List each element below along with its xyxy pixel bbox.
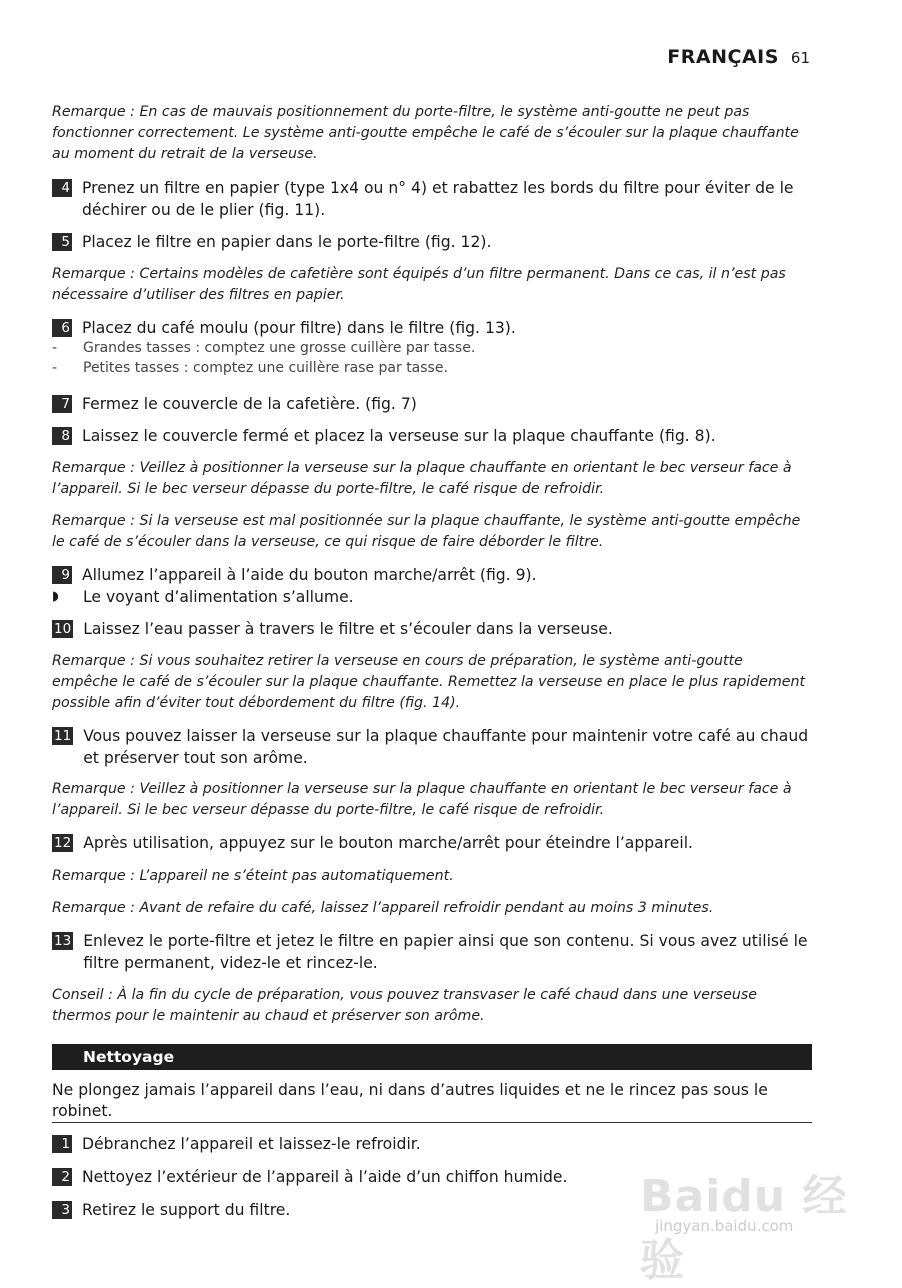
step-text: Laissez l’eau passer à travers le filtre et s’écouler dans la verseuse. (83, 620, 613, 638)
step-number: 6 (52, 319, 72, 337)
step-text: Vous pouvez laisser la verseuse sur la plaque chauffante pour maintenir votre café au chaud et préserver tout son arôme. (83, 727, 809, 767)
step-13 (52, 930, 812, 974)
note-drip-stop: Remarque : En cas de mauvais positionnement du porte-filtre, le système anti-goutte ne peut pas fonctionner correctement. Le système anti-goutte empêche le café de s’écouler sur la plaque chauffante au moment du retrait de la verseuse. (52, 104, 799, 162)
step-text: Laissez le couvercle fermé et placez la verseuse sur la plaque chauffante (fig. 8). (82, 427, 716, 445)
step-number: 10 (54, 621, 72, 637)
step-number: 8 (52, 427, 72, 445)
note-spout-position: Remarque : Veillez à positionner la verseuse sur la plaque chauffante en orientant le bec verseur face à l’appareil. Si le bec verseur dépasse du porte-filtre, le café risque de refroidir. (52, 460, 792, 497)
step-text: Après utilisation, appuyez sur le bouton marche/arrêt pour éteindre l’appareil. (83, 834, 693, 852)
step-number: 3 (52, 1201, 72, 1219)
step-number: 1 (52, 1135, 72, 1153)
step-text: Débranchez l’appareil et laissez-le refroidir. (82, 1135, 421, 1153)
step-number: 9 (52, 566, 72, 584)
section-title-cleaning: Nettoyage (52, 1044, 812, 1070)
step-text: Placez le filtre en papier dans le porte-filtre (fig. 12). (82, 233, 492, 251)
result-arrow-icon: ◗ (52, 589, 59, 604)
step-4 (52, 177, 812, 221)
watermark-logo: Baidu 经验 (640, 1171, 848, 1286)
list-item: - Grandes tasses : comptez une grosse cuillère par tasse. (52, 340, 476, 356)
note-permanent-filter: Remarque : Certains modèles de cafetière sont équipés d’un filtre permanent. Dans ce cas, il n’est pas nécessaire d’utiliser des filtres en papier. (52, 266, 786, 303)
step-number: 12 (54, 835, 72, 851)
step-text: Fermez le couvercle de la cafetière. (fig. 7) (82, 395, 417, 413)
step-7 (52, 393, 812, 415)
step-text: Nettoyez l’extérieur de l’appareil à l’aide d’un chiffon humide. (82, 1168, 568, 1186)
baidu-watermark (640, 1135, 870, 1286)
step-10 (52, 618, 812, 640)
note-misplaced-jug: Remarque : Si la verseuse est mal positionnée sur la plaque chauffante, le système anti-goutte empêche le café de s’écouler dans la verseuse, ce qui risque de faire déborder le filtre. (52, 513, 801, 550)
note-cool-down: Remarque : Avant de refaire du café, laissez l’appareil refroidir pendant au moins 3 minutes. (52, 900, 714, 916)
header-language: FRANÇAIS (667, 46, 779, 68)
step-text: Allumez l’appareil à l’aide du bouton marche/arrêt (fig. 9). (82, 566, 537, 584)
step-5 (52, 231, 812, 253)
step-text: Retirez le support du filtre. (82, 1201, 291, 1219)
step-number: 2 (52, 1168, 72, 1186)
step-number: 5 (52, 233, 72, 251)
step-8 (52, 425, 812, 447)
step-number: 4 (52, 179, 72, 197)
note-no-auto-off: Remarque : L’appareil ne s’éteint pas automatiquement. (52, 868, 454, 884)
page-header (667, 46, 810, 68)
step-number: 11 (54, 728, 72, 744)
step-9 (52, 564, 812, 608)
cleaning-warning: Ne plongez jamais l’appareil dans l’eau, ni dans d’autres liquides et ne le rincez pas sous le robinet. (52, 1080, 812, 1123)
list-item: - Petites tasses : comptez une cuillère rase par tasse. (52, 359, 448, 376)
step-number: 7 (52, 395, 72, 413)
note-spout-position-2: Remarque : Veillez à positionner la verseuse sur la plaque chauffante en orientant le bec verseur face à l’appareil. Si le bec verseur dépasse du porte-filtre, le café risque de refroidir. (52, 781, 792, 818)
note-remove-jug: Remarque : Si vous souhaitez retirer la verseuse en cours de préparation, le système anti-goutte empêche le café de s’écouler sur la plaque chauffante. Remettez la verseuse en place le plus rapidement possible afin d’éviter tout débordement du filtre (fig. 14). (52, 653, 806, 711)
step-number: 13 (54, 933, 72, 949)
step-text: Prenez un filtre en papier (type 1x4 ou n° 4) et rabattez les bords du filtre pour éviter de le déchirer ou de le plier (fig. 11). (82, 179, 794, 219)
page-number: 61 (790, 49, 810, 67)
step-6 (52, 317, 812, 378)
step-text: Enlevez le porte-filtre et jetez le filtre en papier ainsi que son contenu. Si vous avez utilisé le filtre permanent, videz-le et rincez-le. (83, 932, 808, 972)
tip-thermos: Conseil : À la fin du cycle de préparation, vous pouvez transvaser le café chaud dans une verseuse thermos pour le maintenir au chaud et préserver son arôme. (52, 987, 757, 1024)
step-text: Placez du café moulu (pour filtre) dans le filtre (fig. 13). (82, 319, 516, 337)
step-11 (52, 725, 812, 769)
step-12 (52, 832, 812, 854)
result-line: ◗ Le voyant d’alimentation s’allume. (52, 588, 354, 606)
watermark-url: jingyan.baidu.com (655, 1217, 794, 1235)
